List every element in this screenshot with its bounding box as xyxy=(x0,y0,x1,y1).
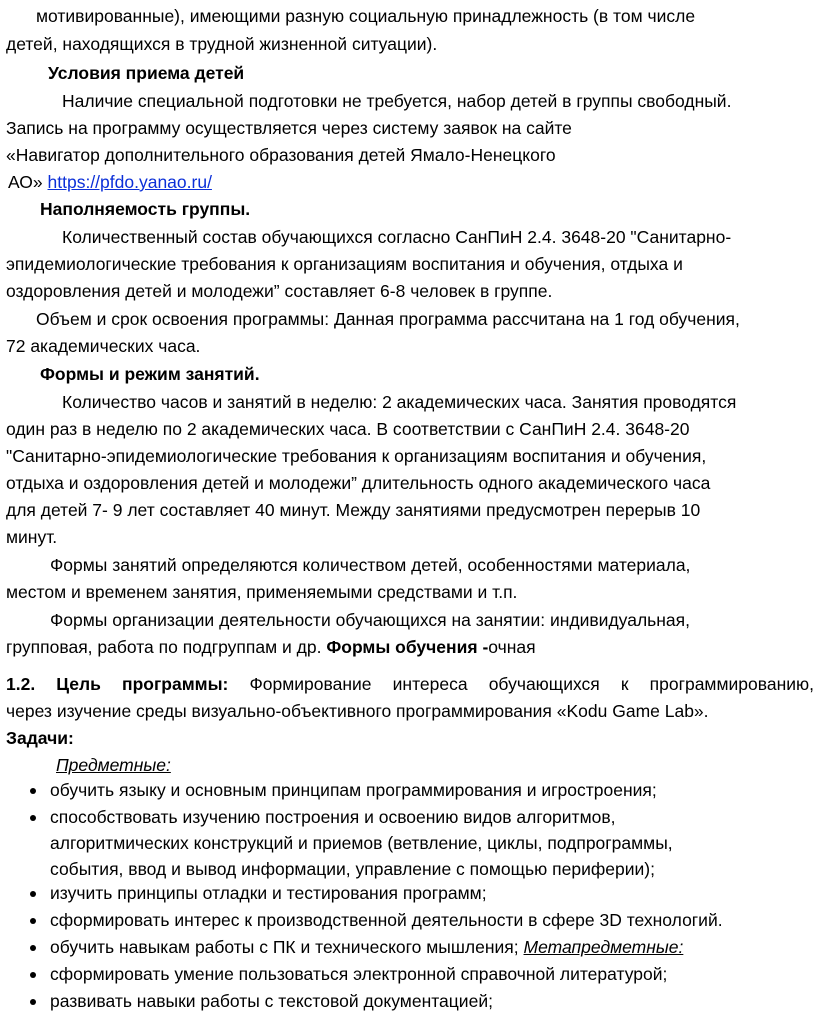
admission-line-3: «Навигатор дополнительного образования детей Ямало-Ненецкого xyxy=(6,145,556,165)
forms-line-2: один раз в неделю по 2 академических часа. В соответствии с СанПиН 2.4. 3648-20 xyxy=(6,419,690,439)
admission-line-1: Наличие специальной подготовки не требуется, набор детей в группы свободный. xyxy=(62,91,732,111)
forms-of-study-value: очная xyxy=(488,637,536,657)
forms-line-3: "Санитарно-эпидемиологические требования к организациям воспитания и обучения, xyxy=(6,446,707,466)
bullet-dot xyxy=(30,788,36,794)
forms-p2-line-2: местом и временем занятия, применяемыми средствами и т.п. xyxy=(6,582,518,602)
fill-line-2: эпидемиологические требования к организациям воспитания и обучения, отдыха и xyxy=(6,254,683,274)
bullet-item-5 xyxy=(50,935,683,959)
subject-heading: Предметные: xyxy=(56,755,171,775)
goal-label: 1.2. Цель программы: xyxy=(6,674,229,694)
meta-heading: Метапредметные: xyxy=(523,937,684,957)
forms-line-5: для детей 7- 9 лет составляет 40 минут. Между занятиями предусмотрен перерыв 10 xyxy=(6,500,701,520)
bullet-item-2-cont-1: алгоритмических конструкций и приемов (ветвление, циклы, подпрограммы, xyxy=(50,833,673,853)
goal-text: Формирование интереса обучающихся к программированию, xyxy=(249,674,814,694)
navigator-link[interactable]: https://pfdo.yanao.ru/ xyxy=(47,172,212,192)
bullet-dot xyxy=(30,891,36,897)
forms-p3-prefix: групповая, работа по подгруппам и др. xyxy=(6,637,322,657)
admission-line-4 xyxy=(8,170,212,194)
bullet-item-5-text: обучить навыкам работы с ПК и технического мышления; xyxy=(50,937,519,957)
forms-p2-line-1: Формы занятий определяются количеством детей, особенностями материала, xyxy=(50,555,691,575)
goal-line-1 xyxy=(6,672,814,696)
volume-line-1: Объем и срок освоения программы: Данная программа рассчитана на 1 год обучения, xyxy=(36,309,740,329)
forms-of-study-label: Формы обучения - xyxy=(326,637,489,657)
forms-p3-line-1: Формы организации деятельности обучающихся на занятии: индивидуальная, xyxy=(50,610,691,630)
bullet-item-7: развивать навыки работы с текстовой документацией; xyxy=(50,991,493,1011)
bullet-item-2: способствовать изучению построения и освоению видов алгоритмов, xyxy=(50,807,616,827)
fill-line-3: оздоровления детей и молодежи” составляет 6-8 человек в группе. xyxy=(6,281,553,301)
intro-line-2: детей, находящихся в трудной жизненной ситуации). xyxy=(6,34,438,54)
admission-line-2: Запись на программу осуществляется через систему заявок на сайте xyxy=(6,118,572,138)
forms-line-6: минут. xyxy=(6,527,58,547)
bullet-item-6: сформировать умение пользоваться электронной справочной литературой; xyxy=(50,964,668,984)
goal-line-2: через изучение среды визуально-объективного программирования «Kodu Game Lab». xyxy=(6,701,709,721)
tasks-heading: Задачи: xyxy=(6,728,74,748)
fill-heading: Наполняемость группы. xyxy=(40,199,251,219)
bullet-dot xyxy=(30,972,36,978)
bullet-dot xyxy=(30,918,36,924)
bullet-item-4: сформировать интерес к производственной деятельности в сфере 3D технологий. xyxy=(50,910,723,930)
forms-p3-line-2 xyxy=(6,635,536,659)
admission-line-4-prefix: АО» xyxy=(8,172,43,192)
bullet-dot xyxy=(30,815,36,821)
fill-line-1: Количественный состав обучающихся согласно СанПиН 2.4. 3648-20 "Санитарно- xyxy=(62,227,732,247)
forms-line-1: Количество часов и занятий в неделю: 2 академических часа. Занятия проводятся xyxy=(62,392,737,412)
bullet-dot xyxy=(30,999,36,1005)
bullet-item-2-cont-2: события, ввод и вывод информации, управление с помощью периферии); xyxy=(50,859,655,879)
forms-heading: Формы и режим занятий. xyxy=(40,364,260,384)
bullet-item-3: изучить принципы отладки и тестирования программ; xyxy=(50,883,487,903)
intro-line-1: мотивированные), имеющими разную социальную принадлежность (в том числе xyxy=(36,6,696,26)
forms-line-4: отдыха и оздоровления детей и молодежи” длительность одного академического часа xyxy=(6,473,711,493)
bullet-item-1: обучить языку и основным принципам программирования и игростроения; xyxy=(50,780,657,800)
bullet-dot xyxy=(30,945,36,951)
admission-heading: Условия приема детей xyxy=(48,63,245,83)
volume-line-2: 72 академических часа. xyxy=(6,336,201,356)
